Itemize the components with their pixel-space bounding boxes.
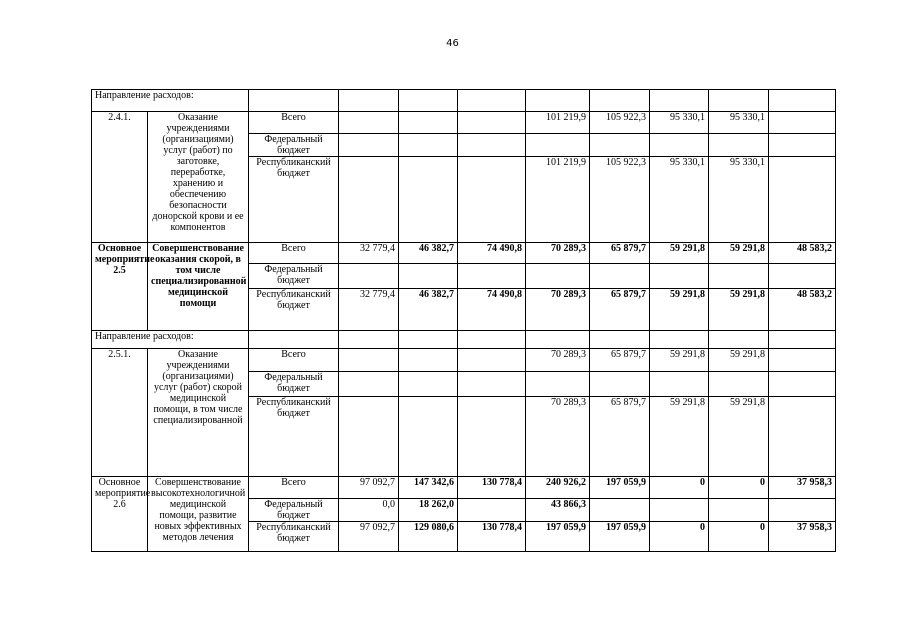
amount-cell: 97 092,7 [339,477,399,499]
empty-cell [650,90,709,112]
amount-cell [769,349,836,372]
amount-cell [399,157,458,243]
amount-cell: 59 291,8 [709,243,769,264]
empty-cell [526,90,590,112]
amount-cell: 95 330,1 [709,112,769,134]
amount-cell [458,397,526,477]
amount-cell: 197 059,9 [526,522,590,552]
amount-cell: 46 382,7 [399,289,458,331]
funding-source: Республиканский бюджет [249,522,339,552]
amount-cell [399,264,458,289]
amount-cell [709,264,769,289]
amount-cell: 95 330,1 [650,157,709,243]
funding-source: Всего [249,112,339,134]
funding-source: Федеральный бюджет [249,264,339,289]
amount-cell: 240 926,2 [526,477,590,499]
empty-cell [339,90,399,112]
amount-cell [590,372,650,397]
amount-cell [399,112,458,134]
amount-cell [769,397,836,477]
amount-cell [526,372,590,397]
funding-source: Федеральный бюджет [249,499,339,522]
amount-cell [458,349,526,372]
amount-cell: 0 [650,477,709,499]
amount-cell [709,499,769,522]
amount-cell [458,264,526,289]
table-row [92,477,836,499]
funding-source: Всего [249,477,339,499]
empty-cell [458,331,526,349]
event-name: Совершенствование высокотехнологичной медицинской помощи, развитие новых эффективных методов лечения [148,477,249,552]
amount-cell [769,157,836,243]
amount-cell: 95 330,1 [650,112,709,134]
amount-cell: 0 [709,522,769,552]
amount-cell: 65 879,7 [590,349,650,372]
amount-cell [650,499,709,522]
amount-cell [399,349,458,372]
amount-cell: 32 779,4 [339,243,399,264]
page-number: 46 [446,38,459,49]
amount-cell [769,112,836,134]
amount-cell [458,134,526,157]
event-code: Основное мероприятие 2.6 [92,477,148,552]
amount-cell [399,372,458,397]
amount-cell [769,499,836,522]
amount-cell [399,134,458,157]
amount-cell: 0 [709,477,769,499]
amount-cell: 147 342,6 [399,477,458,499]
amount-cell: 65 879,7 [590,243,650,264]
amount-cell: 105 922,3 [590,157,650,243]
empty-cell [339,331,399,349]
amount-cell: 59 291,8 [709,349,769,372]
empty-cell [590,331,650,349]
amount-cell: 197 059,9 [590,522,650,552]
direction-label: Направление расходов: [92,90,249,112]
event-name: Совершенствование оказания скорой, в том числе специализированной медицинской помощи [148,243,249,331]
amount-cell: 130 778,4 [458,477,526,499]
funding-source: Республиканский бюджет [249,157,339,243]
amount-cell [650,134,709,157]
event-name: Оказание учреждениями (организациями) услуг (работ) скорой медицинской помощи, в том числе специализированной [148,349,249,477]
amount-cell: 0 [650,522,709,552]
amount-cell [458,499,526,522]
amount-cell [590,499,650,522]
direction-label: Направление расходов: [92,331,249,349]
amount-cell [458,157,526,243]
amount-cell [339,134,399,157]
amount-cell: 74 490,8 [458,289,526,331]
direction-row [92,90,836,112]
amount-cell: 65 879,7 [590,289,650,331]
event-code: Основное мероприятие 2.5 [92,243,148,331]
table-row [92,349,836,372]
empty-cell [709,90,769,112]
amount-cell: 95 330,1 [709,157,769,243]
amount-cell [458,112,526,134]
table-row [92,112,836,134]
amount-cell: 59 291,8 [650,397,709,477]
amount-cell: 65 879,7 [590,397,650,477]
empty-cell [709,331,769,349]
amount-cell [769,134,836,157]
amount-cell [526,134,590,157]
amount-cell: 59 291,8 [650,243,709,264]
amount-cell: 74 490,8 [458,243,526,264]
amount-cell: 97 092,7 [339,522,399,552]
funding-source: Республиканский бюджет [249,289,339,331]
amount-cell: 0,0 [339,499,399,522]
event-code: 2.5.1. [92,349,148,477]
empty-cell [399,90,458,112]
funding-source: Федеральный бюджет [249,372,339,397]
amount-cell: 101 219,9 [526,112,590,134]
amount-cell: 105 922,3 [590,112,650,134]
amount-cell: 43 866,3 [526,499,590,522]
empty-cell [590,90,650,112]
funding-source: Республиканский бюджет [249,397,339,477]
event-code: 2.4.1. [92,112,148,243]
amount-cell: 37 958,3 [769,477,836,499]
amount-cell: 46 382,7 [399,243,458,264]
amount-cell [709,372,769,397]
amount-cell: 101 219,9 [526,157,590,243]
amount-cell [339,397,399,477]
funding-source: Всего [249,243,339,264]
amount-cell: 129 080,6 [399,522,458,552]
amount-cell: 59 291,8 [650,349,709,372]
amount-cell: 70 289,3 [526,397,590,477]
amount-cell: 59 291,8 [709,289,769,331]
amount-cell: 70 289,3 [526,243,590,264]
amount-cell [769,372,836,397]
amount-cell [650,372,709,397]
amount-cell [650,264,709,289]
event-name: Оказание учреждениями (организациями) услуг (работ) по заготовке, переработке, хранению и обеспечению безопасности донорской крови и ее компонентов [148,112,249,243]
amount-cell [339,112,399,134]
amount-cell: 70 289,3 [526,289,590,331]
amount-cell: 197 059,9 [590,477,650,499]
amount-cell: 48 583,2 [769,243,836,264]
amount-cell [339,157,399,243]
amount-cell: 37 958,3 [769,522,836,552]
empty-cell [769,90,836,112]
budget-table [91,89,836,552]
empty-cell [249,90,339,112]
amount-cell [339,372,399,397]
direction-row [92,331,836,349]
amount-cell [590,134,650,157]
empty-cell [458,90,526,112]
amount-cell [526,264,590,289]
amount-cell: 18 262,0 [399,499,458,522]
amount-cell: 48 583,2 [769,289,836,331]
amount-cell [458,372,526,397]
empty-cell [526,331,590,349]
empty-cell [769,331,836,349]
amount-cell [339,349,399,372]
table-row [92,243,836,264]
empty-cell [249,331,339,349]
empty-cell [650,331,709,349]
amount-cell: 32 779,4 [339,289,399,331]
empty-cell [399,331,458,349]
amount-cell: 70 289,3 [526,349,590,372]
amount-cell [709,134,769,157]
amount-cell: 130 778,4 [458,522,526,552]
amount-cell [399,397,458,477]
amount-cell [769,264,836,289]
amount-cell: 59 291,8 [650,289,709,331]
amount-cell [339,264,399,289]
funding-source: Всего [249,349,339,372]
funding-source: Федеральный бюджет [249,134,339,157]
amount-cell: 59 291,8 [709,397,769,477]
amount-cell [590,264,650,289]
